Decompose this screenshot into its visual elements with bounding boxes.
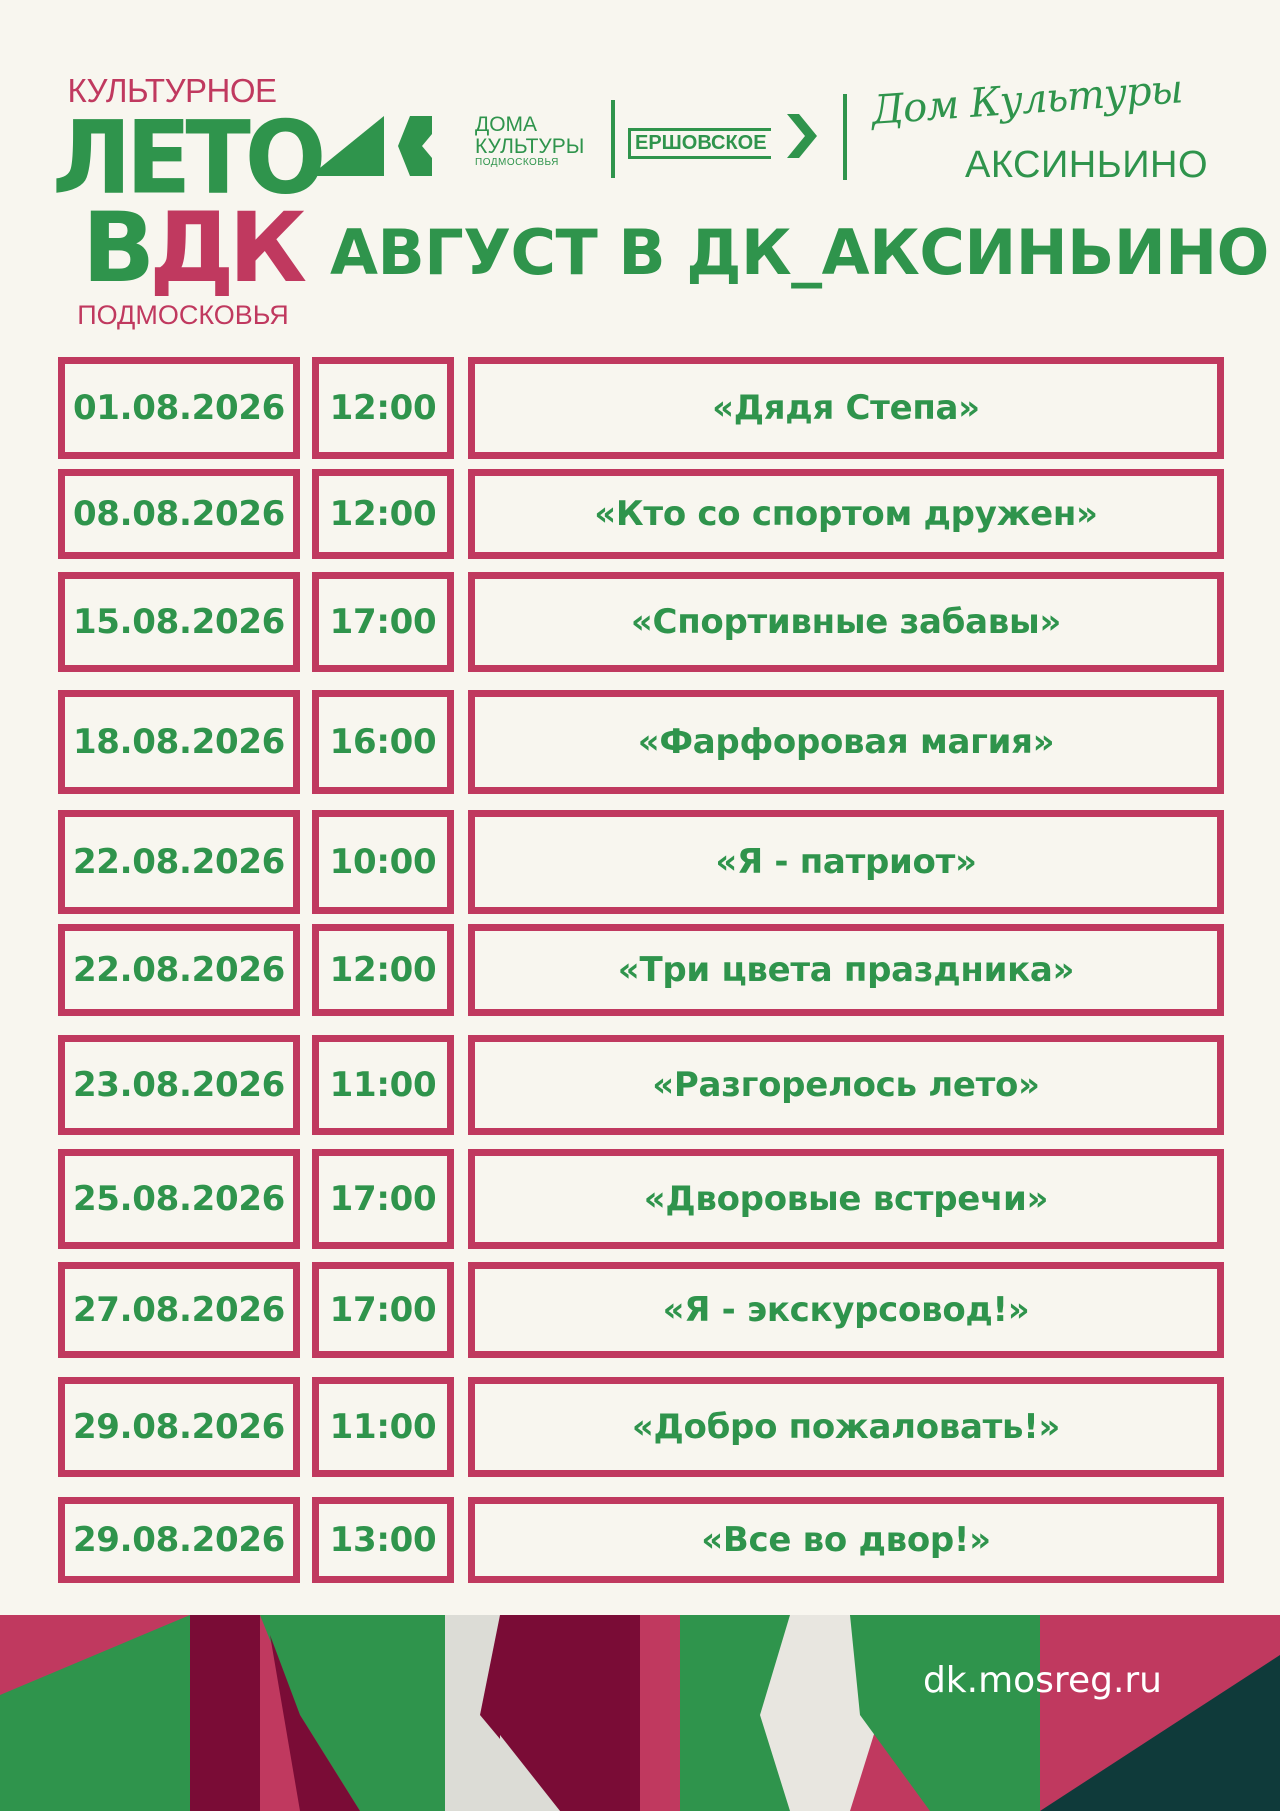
logo-bottom-text: ПОДМОСКОВЬЯ — [77, 300, 289, 330]
logo-letters-dk: ДК — [149, 192, 302, 304]
schedule-row — [58, 1497, 1224, 1583]
dk-emblem-icon — [310, 110, 470, 180]
dk-logo-line1: ДОМА — [475, 113, 538, 136]
dk-logo-line2: КУЛЬТУРЫ — [475, 135, 585, 159]
festival-logo — [52, 72, 321, 342]
logo-big-text: ЛЕТО — [52, 99, 321, 217]
schedule-row — [58, 1262, 1224, 1358]
event-name: «Дядя Степа» — [468, 357, 1224, 459]
event-name: «Я - патриот» — [468, 810, 1224, 914]
ershovskoe-logo: ЕРШОВСКОЕ — [628, 128, 771, 159]
geometric-pattern — [0, 1615, 1280, 1811]
dk-podmoskovya-logo-text — [475, 114, 584, 169]
event-name: «Добро пожаловать!» — [468, 1377, 1224, 1477]
website-url: dk.mosreg.ru — [922, 1660, 1162, 1701]
event-time: 11:00 — [312, 1377, 454, 1477]
schedule-row — [58, 1035, 1224, 1135]
logo-divider-2 — [843, 94, 847, 180]
schedule-row — [58, 572, 1224, 672]
event-date: 22.08.2026 — [58, 924, 300, 1016]
schedule-row — [58, 1149, 1224, 1249]
event-name: «Все во двор!» — [468, 1497, 1224, 1583]
schedule-row — [58, 810, 1224, 914]
schedule-row — [58, 469, 1224, 559]
event-name: «Я - экскурсовод!» — [468, 1262, 1224, 1358]
chevron-right-icon — [787, 114, 817, 158]
event-name: «Разгорелось лето» — [468, 1035, 1224, 1135]
partner-logos — [310, 66, 1210, 188]
event-date: 22.08.2026 — [58, 810, 300, 914]
event-date: 01.08.2026 — [58, 357, 300, 459]
page-title: АВГУСТ В ДК_АКСИНЬИНО — [330, 216, 1269, 289]
event-name: «Фарфоровая магия» — [468, 690, 1224, 794]
event-time: 17:00 — [312, 572, 454, 672]
event-date: 23.08.2026 — [58, 1035, 300, 1135]
event-name: «Дворовые встречи» — [468, 1149, 1224, 1249]
event-time: 13:00 — [312, 1497, 454, 1583]
event-date: 18.08.2026 — [58, 690, 300, 794]
logo-letter-v: В — [82, 192, 150, 304]
logo-big-text-2 — [82, 192, 302, 304]
event-time: 10:00 — [312, 810, 454, 914]
event-time: 16:00 — [312, 690, 454, 794]
event-date: 25.08.2026 — [58, 1149, 300, 1249]
dk-logo-line3: ПОДМОСКОВЬЯ — [475, 157, 559, 169]
event-time: 11:00 — [312, 1035, 454, 1135]
event-name: «Три цвета праздника» — [468, 924, 1224, 1016]
schedule-row — [58, 357, 1224, 459]
dom-kultury-script-logo: Дом Культуры — [870, 66, 1184, 134]
event-date: 08.08.2026 — [58, 469, 300, 559]
logo-divider — [611, 100, 615, 178]
logo-top-text: КУЛЬТУРНОЕ — [67, 72, 277, 109]
event-time: 17:00 — [312, 1262, 454, 1358]
event-time: 12:00 — [312, 924, 454, 1016]
event-time: 17:00 — [312, 1149, 454, 1249]
event-date: 15.08.2026 — [58, 572, 300, 672]
event-time: 12:00 — [312, 357, 454, 459]
decorative-footer-banner — [0, 1615, 1280, 1811]
schedule-row — [58, 924, 1224, 1016]
aksinino-logo-text: АКСИНЬИНО — [965, 144, 1209, 186]
event-date: 27.08.2026 — [58, 1262, 300, 1358]
event-date: 29.08.2026 — [58, 1497, 300, 1583]
schedule-row — [58, 1377, 1224, 1477]
event-name: «Кто со спортом дружен» — [468, 469, 1224, 559]
event-name: «Спортивные забавы» — [468, 572, 1224, 672]
event-date: 29.08.2026 — [58, 1377, 300, 1477]
event-time: 12:00 — [312, 469, 454, 559]
schedule-row — [58, 690, 1224, 794]
